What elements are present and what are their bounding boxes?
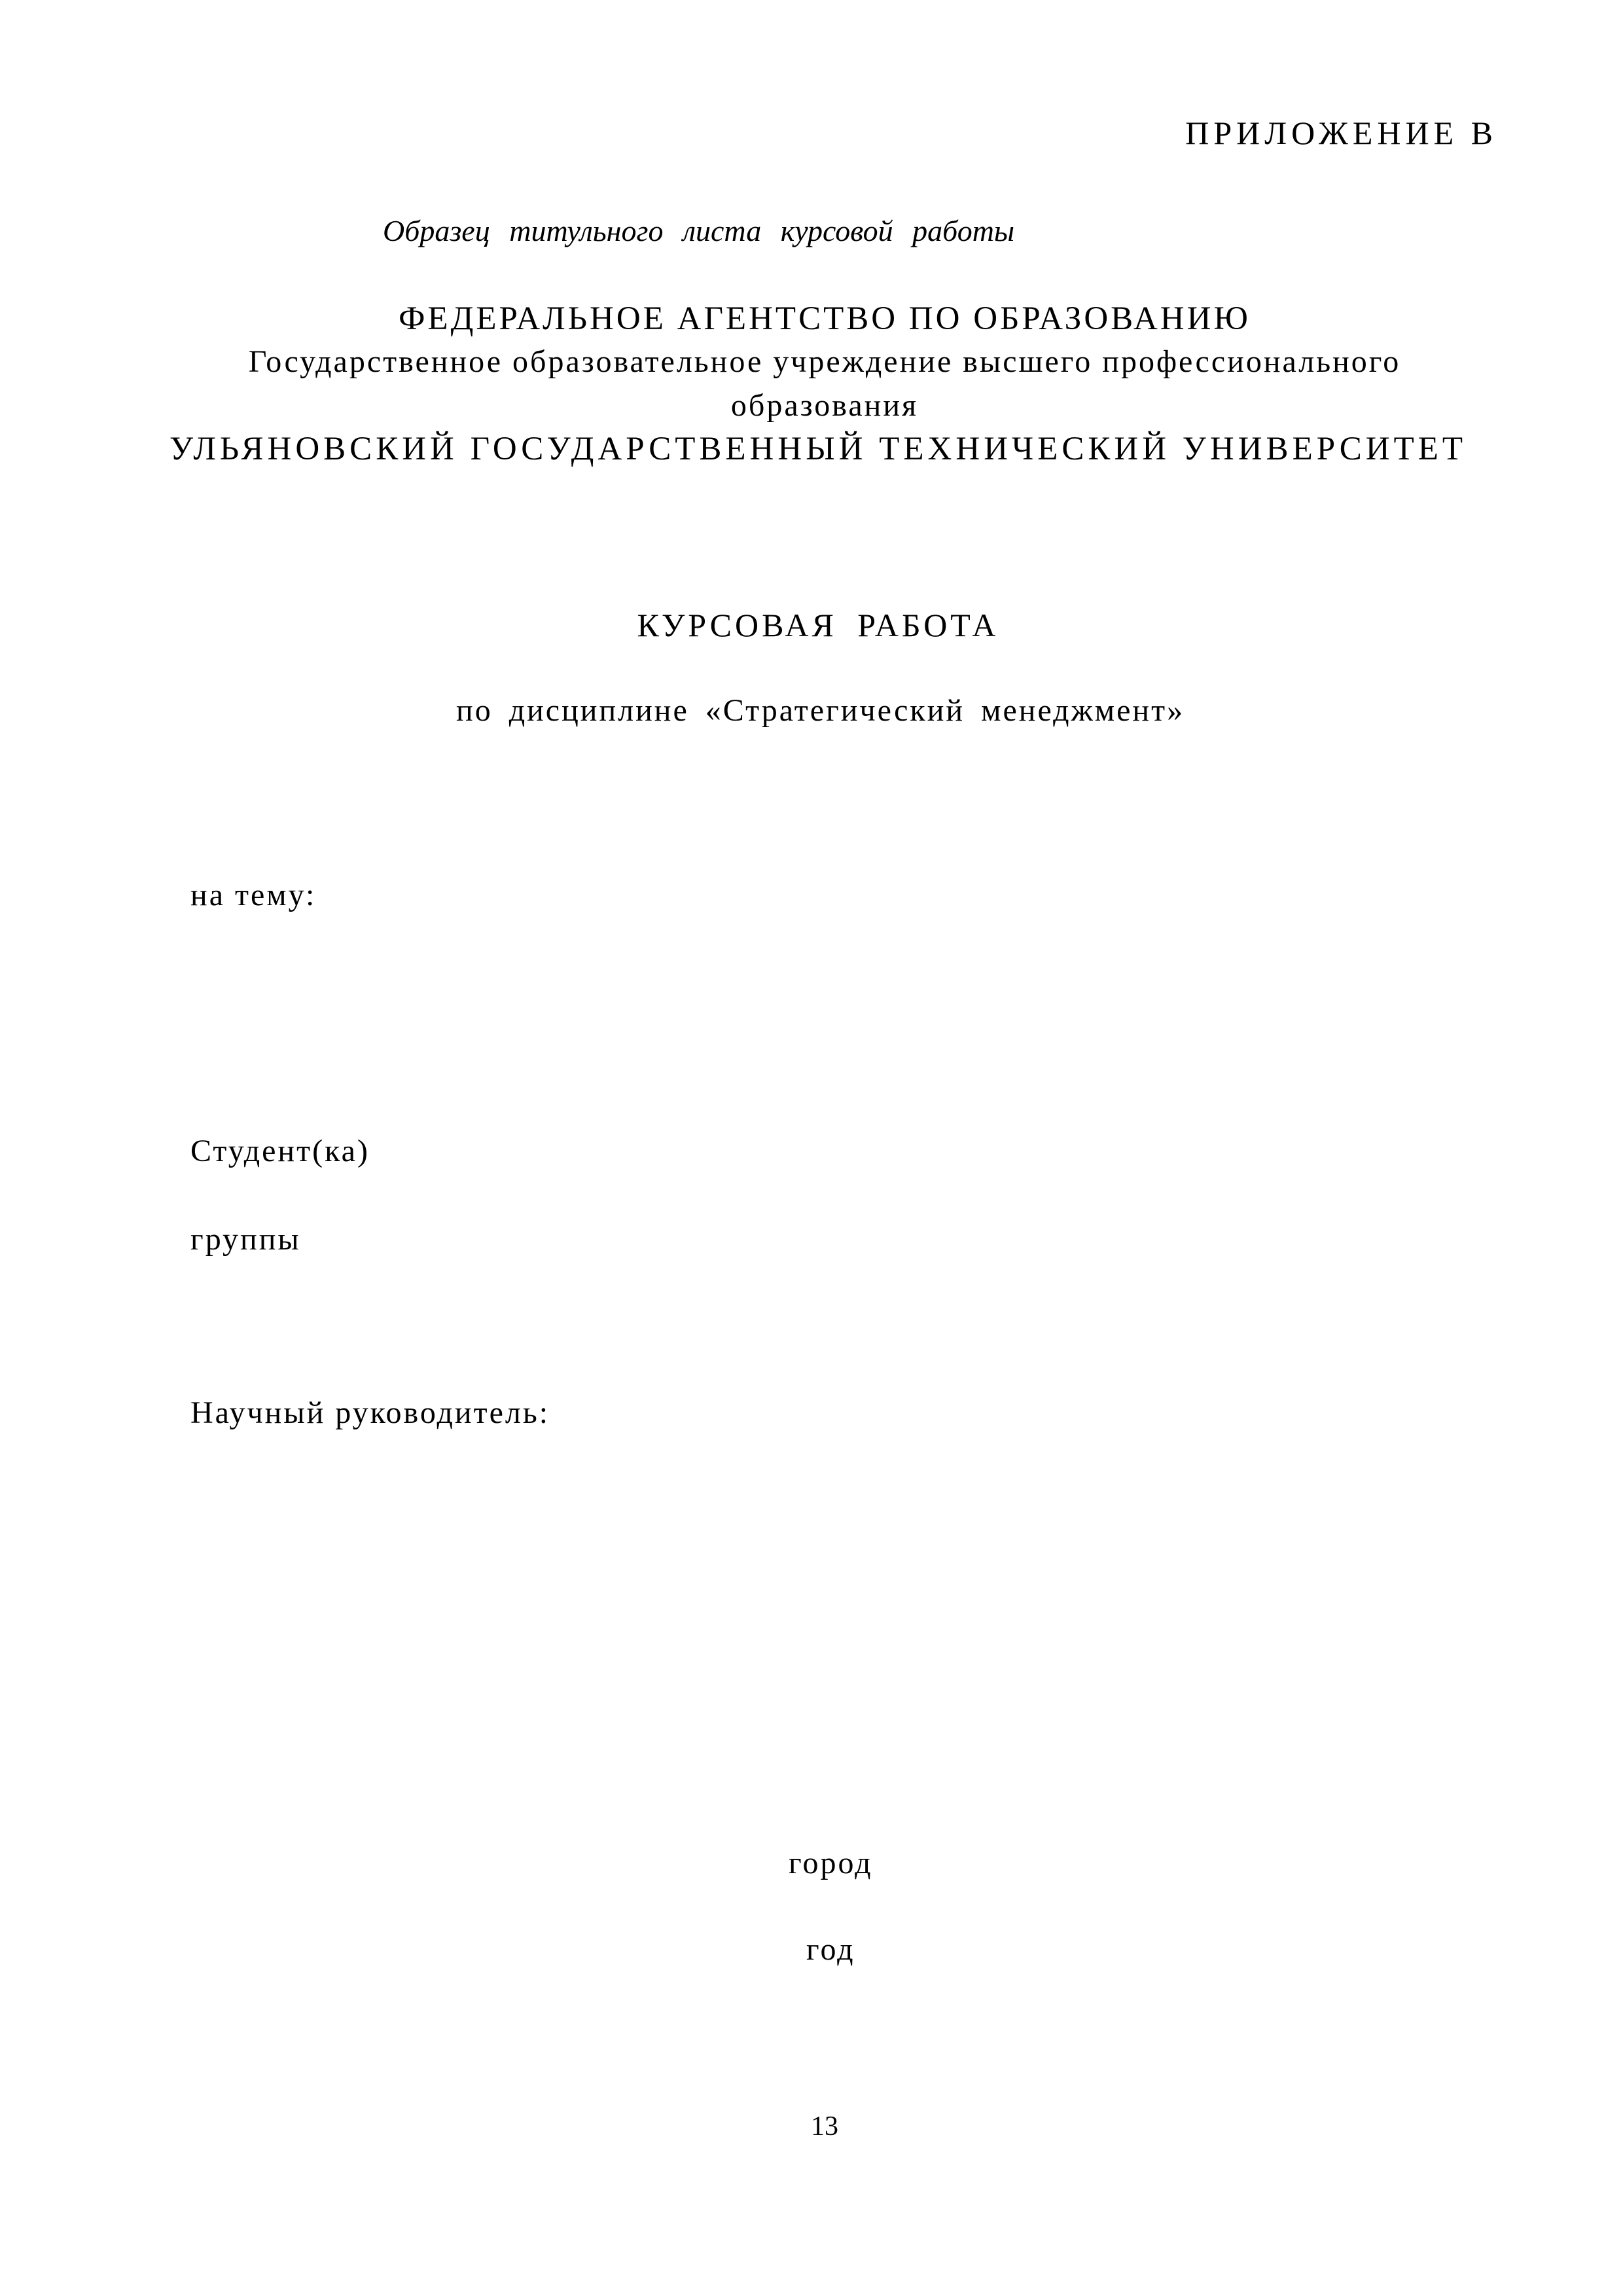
discipline-line: по дисциплине «Стратегический менеджмент» — [456, 693, 1185, 728]
topic-label: на тему: — [190, 878, 317, 912]
city-label: город — [789, 1846, 873, 1880]
sample-caption: Образец титульного листа курсовой работы — [383, 214, 1015, 247]
supervisor-label: Научный руководитель: — [190, 1395, 550, 1430]
work-type-title: КУРСОВАЯ РАБОТА — [637, 607, 999, 643]
appendix-label: ПРИЛОЖЕНИЕ В — [1185, 115, 1497, 151]
page-number: 13 — [811, 2111, 838, 2142]
student-label: Студент(ка) — [190, 1134, 370, 1168]
institution-type-line-2: образования — [730, 388, 919, 423]
group-label: группы — [190, 1222, 301, 1257]
year-label: год — [806, 1932, 855, 1967]
agency-title: ФЕДЕРАЛЬНОЕ АГЕНТСТВО ПО ОБРАЗОВАНИЮ — [399, 300, 1251, 337]
institution-type-line-1: Государственное образовательное учреждение высшего профессионального — [248, 344, 1401, 379]
university-title: УЛЬЯНОВСКИЙ ГОСУДАРСТВЕННЫЙ ТЕХНИЧЕСКИЙ УНИВЕРСИТЕТ — [169, 431, 1467, 467]
